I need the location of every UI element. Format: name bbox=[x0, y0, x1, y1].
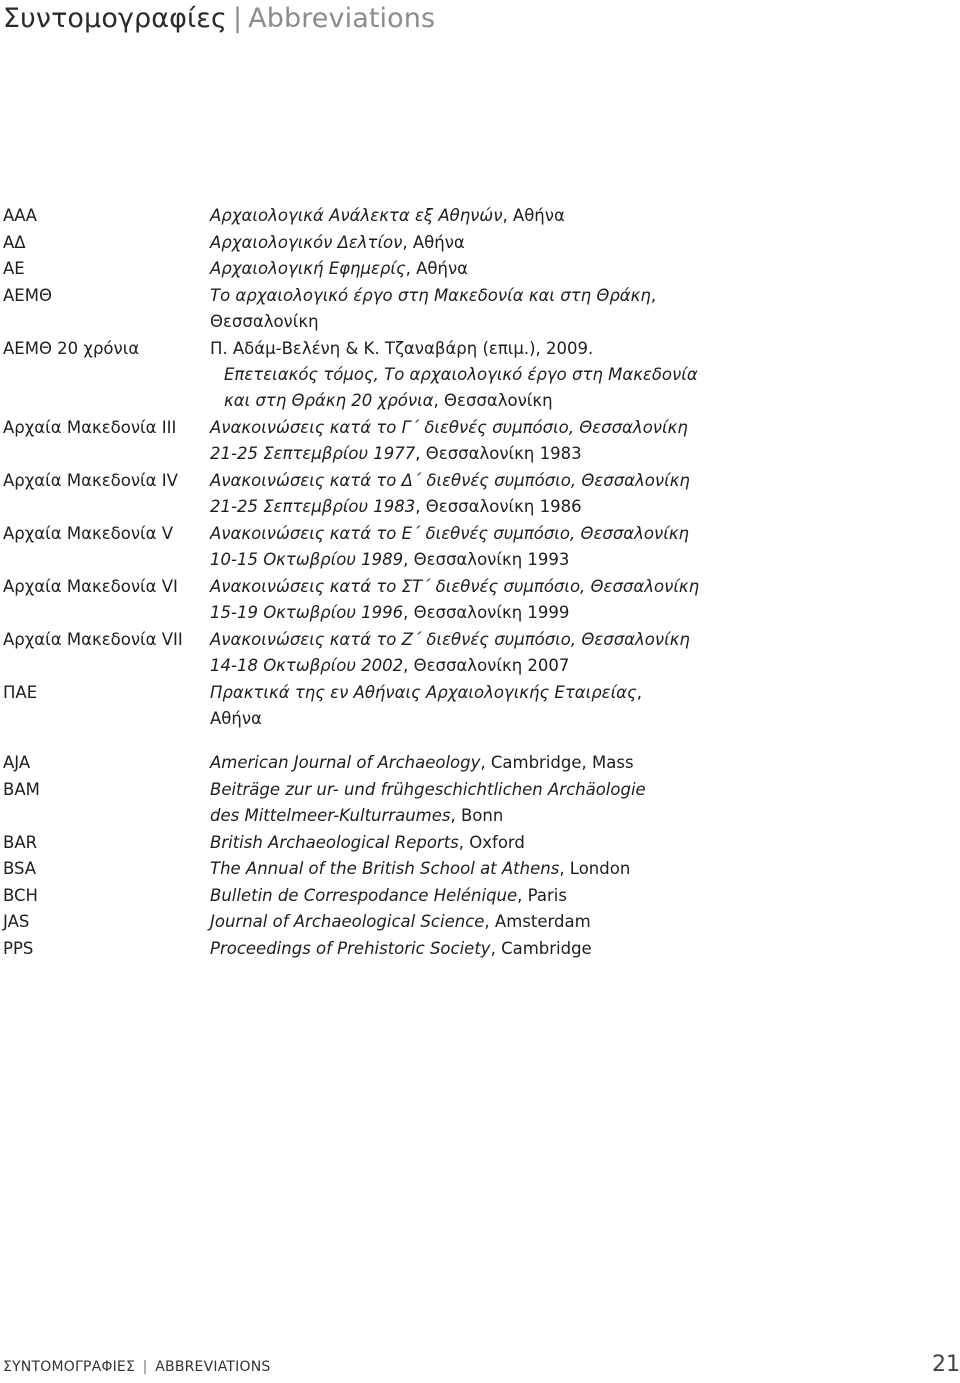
definition-place: , Bonn bbox=[450, 805, 504, 825]
definition-line bbox=[210, 653, 950, 679]
abbreviation-definition bbox=[210, 936, 950, 962]
definition-line bbox=[210, 441, 950, 467]
definition-line bbox=[210, 203, 950, 229]
abbreviation-definition bbox=[210, 415, 950, 467]
definition-line bbox=[210, 230, 950, 256]
definition-line bbox=[210, 830, 950, 856]
definition-line bbox=[210, 283, 950, 309]
definition-title: Beiträge zur ur- und frühgeschichtlichen Archäologie bbox=[210, 779, 646, 799]
abbreviation-term: PPS bbox=[3, 938, 34, 958]
definition-title: Ανακοινώσεις κατά το ΣΤ΄ διεθνές συμπόσιο, Θεσσαλονίκη bbox=[210, 577, 700, 596]
abbreviation-term: ΑΕ bbox=[3, 259, 25, 278]
definition-place: , Θεσσαλονίκη 1983 bbox=[415, 444, 582, 463]
abbreviation-term: ΑΔ bbox=[3, 232, 26, 252]
definition-place: , Cambridge bbox=[490, 938, 592, 958]
definition-title: The Annual of the British School at Athens bbox=[210, 859, 560, 878]
definition-title: 15-19 Οκτωβρίου 1996 bbox=[210, 603, 404, 622]
definition-line bbox=[210, 309, 950, 335]
footer-greek: ΣΥΝΤΟΜΟΓΡΑΦΙΕΣ bbox=[3, 1359, 135, 1375]
definition-title: Ανακοινώσεις κατά το Ζ΄ διεθνές συμπόσιο, Θεσσαλονίκη bbox=[210, 630, 690, 649]
definition-title: 10-15 Οκτωβρίου 1989 bbox=[210, 550, 404, 569]
abbreviation-definition bbox=[210, 777, 950, 829]
definition-place: , bbox=[636, 683, 642, 702]
definition-place: , London bbox=[559, 859, 631, 878]
definition-title: και στη Θράκη 20 χρόνια bbox=[224, 390, 434, 410]
definition-title: des Mittelmeer-Kulturraumes bbox=[210, 805, 451, 825]
abbreviation-term: BCH bbox=[3, 885, 38, 905]
abbreviation-term: Αρχαία Μακεδονία V bbox=[3, 524, 174, 543]
abbreviation-definition bbox=[210, 203, 950, 229]
definition-title: Bulletin de Correspodance Helénique bbox=[210, 885, 518, 905]
title-greek: Συντομογραφίες bbox=[3, 3, 227, 34]
definition-title: Αρχαιολογικόν Δελτίον bbox=[210, 232, 403, 252]
abbreviation-definition bbox=[210, 521, 950, 573]
abbreviation-definition bbox=[210, 256, 950, 282]
abbreviation-term: BAM bbox=[3, 779, 40, 799]
definition-line bbox=[210, 256, 950, 282]
abbreviation-definition bbox=[210, 627, 950, 679]
abbreviation-definition bbox=[210, 283, 950, 335]
definition-title: Το αρχαιολογικό έργο στη Μακεδονία και στη Θράκη bbox=[210, 285, 651, 305]
definition-line bbox=[210, 468, 950, 494]
definition-line bbox=[210, 547, 950, 573]
running-footer bbox=[3, 1359, 270, 1375]
page-number: 21 bbox=[932, 1352, 960, 1377]
abbreviation-definition bbox=[210, 750, 950, 776]
abbreviation-term: ΑΑΑ bbox=[3, 206, 37, 225]
definition-place: , Θεσσαλονίκη 1993 bbox=[403, 550, 570, 569]
definition-line bbox=[210, 574, 950, 600]
definition-title: 14-18 Οκτωβρίου 2002 bbox=[210, 656, 404, 675]
definition-line bbox=[210, 936, 950, 962]
abbreviation-definition bbox=[210, 830, 950, 856]
definition-place: Θεσσαλονίκη bbox=[210, 311, 319, 331]
definition-line bbox=[210, 521, 950, 547]
abbreviation-term: ΑΕΜΘ bbox=[3, 285, 52, 305]
definition-line bbox=[210, 415, 950, 441]
definition-line bbox=[210, 706, 950, 732]
definition-place: , Θεσσαλονίκη bbox=[433, 390, 553, 410]
definition-title: 21-25 Σεπτεμβρίου 1983 bbox=[210, 497, 416, 516]
definition-title: Journal of Archaeological Science bbox=[210, 912, 485, 931]
page-title bbox=[3, 0, 435, 38]
abbreviation-definition bbox=[210, 680, 950, 732]
definition-line bbox=[210, 600, 950, 626]
abbreviation-term: AJA bbox=[3, 753, 31, 772]
definition-place: , Θεσσαλονίκη 2007 bbox=[403, 656, 570, 675]
definition-place: , Θεσσαλονίκη 1986 bbox=[415, 497, 582, 516]
footer-english: ABBREVIATIONS bbox=[155, 1359, 271, 1375]
abbreviation-term: JAS bbox=[3, 912, 30, 931]
abbreviation-term: Αρχαία Μακεδονία IV bbox=[3, 471, 178, 490]
definition-place: , Αθήνα bbox=[405, 259, 469, 278]
definition-title: Ανακοινώσεις κατά το Γ΄ διεθνές συμπόσιο, Θεσσαλονίκη bbox=[210, 418, 688, 437]
definition-line bbox=[210, 909, 950, 935]
definition-line bbox=[210, 856, 950, 882]
abbreviation-term: ΑΕΜΘ 20 χρόνια bbox=[3, 338, 140, 358]
definition-line bbox=[210, 883, 950, 909]
title-english: Abbreviations bbox=[248, 3, 436, 34]
definition-title: Ανακοινώσεις κατά το Δ΄ διεθνές συμπόσιο, Θεσσαλονίκη bbox=[210, 471, 690, 490]
definition-title: British Archaeological Reports bbox=[210, 832, 459, 852]
definition-line bbox=[210, 627, 950, 653]
definition-title: Ανακοινώσεις κατά το Ε΄ διεθνές συμπόσιο, Θεσσαλονίκη bbox=[210, 524, 690, 543]
definition-line bbox=[210, 777, 950, 803]
abbreviation-term: Αρχαία Μακεδονία ΙΙΙ bbox=[3, 418, 177, 437]
definition-place: , Αθήνα bbox=[502, 206, 565, 225]
abbreviation-definition bbox=[210, 336, 950, 414]
abbreviation-term: BAR bbox=[3, 832, 38, 852]
definition-line bbox=[210, 336, 950, 362]
definition-place: , Oxford bbox=[458, 832, 525, 852]
definition-title: Αρχαιολογικά Ανάλεκτα εξ Αθηνών bbox=[210, 206, 503, 225]
abbreviation-term: Αρχαία Μακεδονία VI bbox=[3, 577, 178, 596]
definition-line bbox=[210, 388, 950, 414]
abbreviation-definition bbox=[210, 883, 950, 909]
abbreviation-definition bbox=[210, 909, 950, 935]
abbreviation-term: ΠΑΕ bbox=[3, 683, 38, 702]
abbreviation-term: BSA bbox=[3, 859, 37, 878]
definition-title: Επετειακός τόμος, Το αρχαιολογικό έργο στη Μακεδονία bbox=[224, 364, 698, 384]
footer-separator: | bbox=[142, 1359, 148, 1375]
definition-title: 21-25 Σεπτεμβρίου 1977 bbox=[210, 444, 416, 463]
abbreviation-term: Αρχαία Μακεδονία VII bbox=[3, 630, 183, 649]
definition-line bbox=[210, 494, 950, 520]
definition-place: , Paris bbox=[517, 885, 567, 905]
abbreviation-definition bbox=[210, 468, 950, 520]
definition-line bbox=[210, 362, 950, 388]
definition-place: Π. Αδάμ-Βελένη & Κ. Τζαναβάρη (επιμ.), 2009. bbox=[210, 338, 594, 358]
title-separator: | bbox=[232, 3, 243, 34]
abbreviation-definition bbox=[210, 230, 950, 256]
definition-place: , Αθήνα bbox=[402, 232, 465, 252]
abbreviation-definition bbox=[210, 574, 950, 626]
abbreviation-definition bbox=[210, 856, 950, 882]
definition-line bbox=[210, 680, 950, 706]
definition-place: Αθήνα bbox=[210, 709, 262, 728]
definition-title: American Journal of Archaeology bbox=[210, 753, 481, 772]
definition-title: Proceedings of Prehistoric Society bbox=[210, 938, 491, 958]
definition-place: , Amsterdam bbox=[484, 912, 591, 931]
definition-place: , bbox=[650, 285, 657, 305]
definition-line bbox=[210, 750, 950, 776]
definition-place: , Cambridge, Mass bbox=[480, 753, 634, 772]
definition-place: , Θεσσαλονίκη 1999 bbox=[403, 603, 570, 622]
definition-title: Πρακτικά της εν Αθήναις Αρχαιολογικής Εταιρείας bbox=[210, 683, 637, 702]
definition-line bbox=[210, 803, 950, 829]
definition-title: Αρχαιολογική Εφημερίς bbox=[210, 259, 406, 278]
